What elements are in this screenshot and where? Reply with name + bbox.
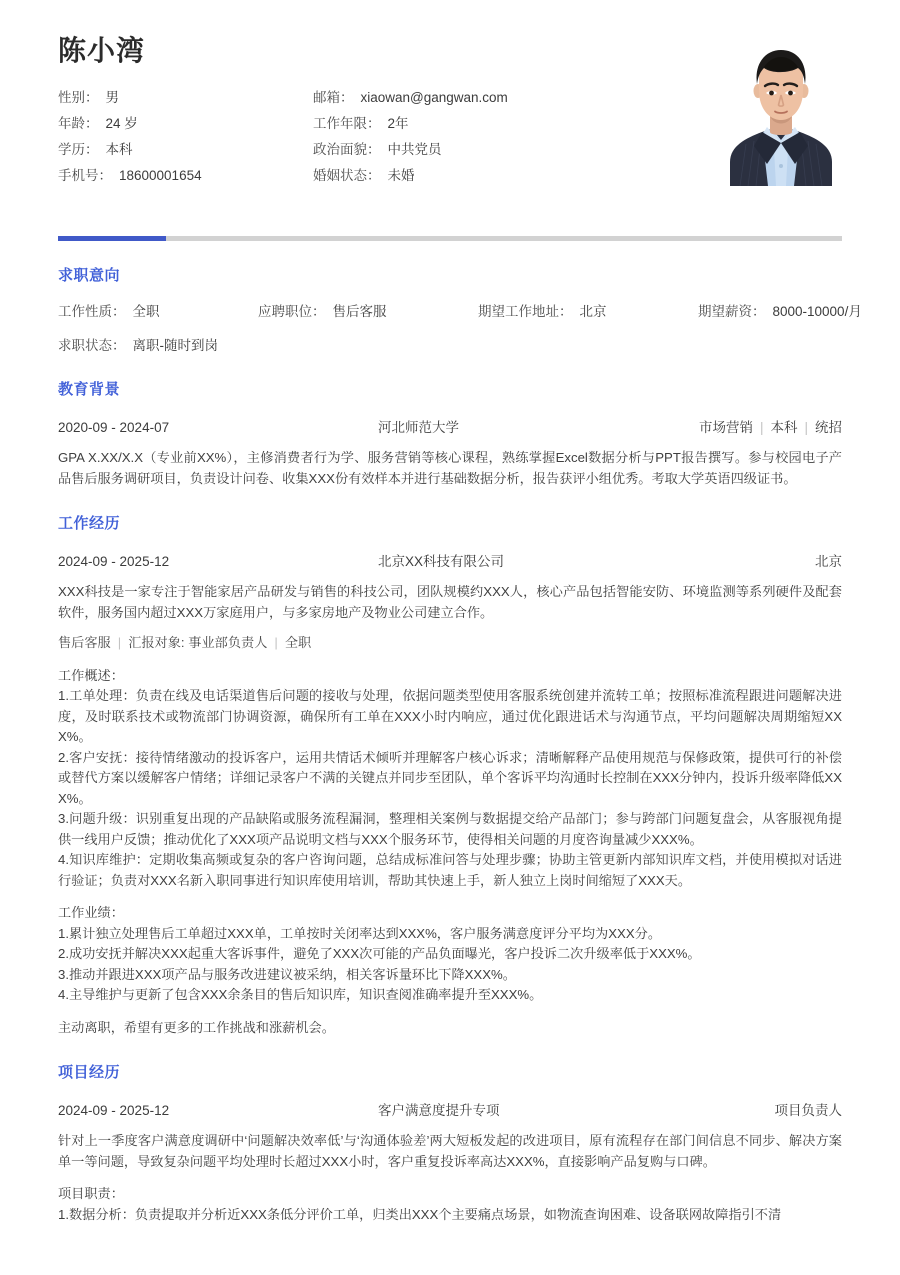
job-intent-location — [478, 302, 698, 321]
education-tags — [699, 416, 842, 436]
basic-info-row — [58, 141, 698, 159]
project-duty-label: 项目职责： — [58, 1186, 124, 1201]
work-date: 2024-09 - 2025-12 — [58, 554, 170, 569]
work-location: 北京 — [815, 554, 842, 569]
section-project-experience — [58, 1061, 842, 1225]
basic-info-phone — [58, 167, 313, 185]
basic-info-row — [58, 89, 698, 107]
work-leave-reason: 主动离职，希望有更多的工作挑战和涨薪机会。 — [58, 1019, 335, 1035]
tag-separator: | — [117, 635, 122, 650]
field-label: 学历： — [58, 141, 99, 157]
education-entry-header — [58, 416, 842, 436]
field-label: 期望薪资： — [698, 304, 766, 319]
field-label: 婚姻状态： — [313, 167, 381, 183]
field-label: 年龄： — [58, 115, 99, 131]
field-value: 8000-10000/月 — [772, 304, 862, 319]
project-background: 针对上一季度客户满意度调研中‘问题解决效率低’与‘沟通体验差’两大短板发起的改进项目，原有流程存在部门间信息不同步、解决方案单一等问题，导致复杂问题平均处理时长超过XXX小时，客户重复投诉率高达XXX%，直接影响产品复购与口碑。 — [58, 1133, 842, 1169]
field-label: 工作年限： — [313, 115, 381, 131]
work-job-type: 全职 — [284, 635, 312, 650]
avatar — [720, 46, 842, 186]
project-date: 2024-09 - 2025-12 — [58, 1103, 170, 1118]
field-label: 求职状态： — [58, 338, 126, 353]
field-value: 未婚 — [387, 167, 415, 183]
basic-info-email — [313, 89, 693, 107]
education-description: GPA X.XX/X.X（专业前XX%），主修消费者行为学、服务营销等核心课程，熟练掌握Excel数据分析与PPT报告撰写。参与校园电子产品售后服务调研项目，负责设计问卷、收集XXX份有效样本并进行基础数据分析，报告获评小组优秀。考取大学英语四级证书。 — [58, 450, 842, 486]
field-label: 手机号： — [58, 167, 112, 183]
education-degree: 本科 — [770, 420, 798, 435]
work-achievement-label: 工作业绩： — [58, 905, 124, 920]
job-intent-position — [258, 302, 478, 321]
job-intent-salary — [698, 302, 862, 321]
work-overview-item: 3.问题升级：识别重复出现的产品缺陷或服务流程漏洞，整理相关案例与数据提交给产品部门；参与跨部门问题复盘会，从客服视角提供一线用户反馈；推动优化了XXX项产品说明文档与XXX个服务环节，使得相关问题的月度咨询量减少XXX%。 — [58, 811, 842, 847]
field-value: 北京 — [579, 304, 607, 319]
project-duty-item: 1.数据分析：负责提取并分析近XXX条低分评价工单，归类出XXX个主要痛点场景，如物流查询困难、设备联网故障指引不清 — [58, 1206, 782, 1222]
section-title-job-intent: 求职意向 — [58, 267, 121, 284]
section-title-education: 教育背景 — [58, 381, 121, 398]
basic-info-experience-years — [313, 115, 693, 133]
work-position: 售后客服 — [58, 635, 111, 650]
field-value: 18600001654 — [119, 167, 202, 183]
work-overview-item: 2.客户安抚：接待情绪激动的投诉客户，运用共情话术倾听并理解客户核心诉求；清晰解释产品使用规范与保修政策，提供可行的补偿或替代方案以缓解客户情绪；详细记录客户不满的关键点并同步至团队，单个客诉平均沟通时长控制在XXX分钟内，投诉升级率降低XXX%。 — [58, 749, 842, 806]
job-intent-nature — [58, 302, 258, 321]
resume-header — [58, 0, 842, 206]
work-achievement-item: 4.主导维护与更新了包含XXX余条目的售后知识库，知识查阅准确率提升至XXX%。 — [58, 987, 543, 1002]
section-education — [58, 378, 842, 489]
tag-separator: | — [804, 420, 808, 435]
work-overview-label: 工作概述： — [58, 667, 124, 683]
education-major: 市场营销 — [698, 420, 753, 435]
project-name: 客户满意度提升专项 — [378, 1103, 500, 1118]
header-divider — [58, 236, 842, 241]
field-value: 售后客服 — [332, 304, 387, 319]
work-overview-item: 4.知识库维护：定期收集高频或复杂的客户咨询问题，总结成标准问答与处理步骤；协助主管更新内部知识库文档，并使用模拟对话进行验证；负责对XXX名新入职同事进行知识库使用培训，帮助其快速上手，新人独立上岗时间缩短了XXX天。 — [58, 852, 842, 888]
section-work-experience — [58, 512, 842, 1038]
basic-info-row — [58, 115, 698, 133]
project-entry-header — [58, 1099, 842, 1119]
job-intent-row — [58, 336, 842, 355]
field-value: xiaowan@gangwan.com — [360, 89, 508, 105]
basic-info-age — [58, 115, 313, 133]
field-value: 离职-随时到岗 — [132, 338, 218, 353]
job-intent-row — [58, 302, 862, 321]
work-achievement-item: 3.推动并跟进XXX项产品与服务改进建议被采纳，相关客诉量环比下降XXX%。 — [58, 966, 516, 982]
section-title-work-experience: 工作经历 — [58, 515, 121, 532]
basic-info-marital-status — [313, 167, 693, 185]
work-achievement-item: 1.累计独立处理售后工单超过XXX单，工单按时关闭率达到XXX%，客户服务满意度评分平均为XXX分。 — [58, 925, 662, 941]
work-entry-header — [58, 550, 842, 570]
field-label: 邮箱： — [313, 89, 354, 105]
page-title: 陈小湾 — [58, 35, 146, 66]
job-intent-status — [58, 336, 258, 355]
basic-info-degree — [58, 141, 313, 159]
basic-info-gender — [58, 89, 313, 107]
field-value: 24 岁 — [105, 115, 138, 131]
tag-separator: | — [759, 420, 764, 435]
work-achievement-item: 2.成功安抚并解决XXX起重大客诉事件，避免了XXX次可能的产品负面曝光，客户投诉二次升级率低于XXX%。 — [58, 946, 701, 961]
field-label: 工作性质： — [58, 304, 126, 319]
field-value: 男 — [105, 89, 119, 105]
portrait-photo-icon — [720, 46, 842, 186]
field-value: 全职 — [132, 304, 160, 319]
work-position-meta — [58, 633, 842, 654]
field-value: 中共党员 — [387, 141, 442, 157]
field-value: 2年 — [387, 115, 409, 131]
project-role: 项目负责人 — [774, 1103, 842, 1118]
work-report-to: 汇报对象: 事业部负责人 — [128, 635, 268, 650]
field-label: 应聘职位： — [258, 304, 326, 319]
basic-info-political-status — [313, 141, 693, 159]
work-company-intro: XXX科技是一家专注于智能家居产品研发与销售的科技公司，团队规模约XXX人，核心产品包括智能安防、环境监测等系列硬件及配套软件，服务国内超过XXX万家庭用户，与多家房地产及物业公司建立合作。 — [58, 584, 842, 620]
section-title-project-experience: 项目经历 — [58, 1064, 121, 1081]
field-value: 本科 — [105, 141, 133, 157]
work-company: 北京XX科技有限公司 — [378, 554, 505, 569]
divider-accent-fill — [58, 236, 166, 241]
work-overview-item: 1.工单处理：负责在线及电话渠道售后问题的接收与处理，依据问题类型使用客服系统创建并流转工单；按照标准流程跟进问题解决进度，及时联系技术或物流部门协调资源，确保所有工单在XXX小时内响应，通过优化跟进话术与沟通节点，平均问题解决周期缩短XXX%。 — [58, 688, 842, 744]
education-date: 2020-09 - 2024-07 — [58, 420, 170, 435]
basic-info-row — [58, 167, 698, 185]
basic-info-grid — [58, 89, 698, 185]
section-job-intent — [58, 264, 862, 355]
field-label: 期望工作地址： — [478, 304, 573, 319]
field-label: 性别： — [58, 89, 99, 105]
tag-separator: | — [274, 635, 278, 650]
field-label: 政治面貌： — [313, 141, 381, 157]
education-school: 河北师范大学 — [378, 420, 459, 435]
education-admission: 统招 — [815, 420, 842, 435]
